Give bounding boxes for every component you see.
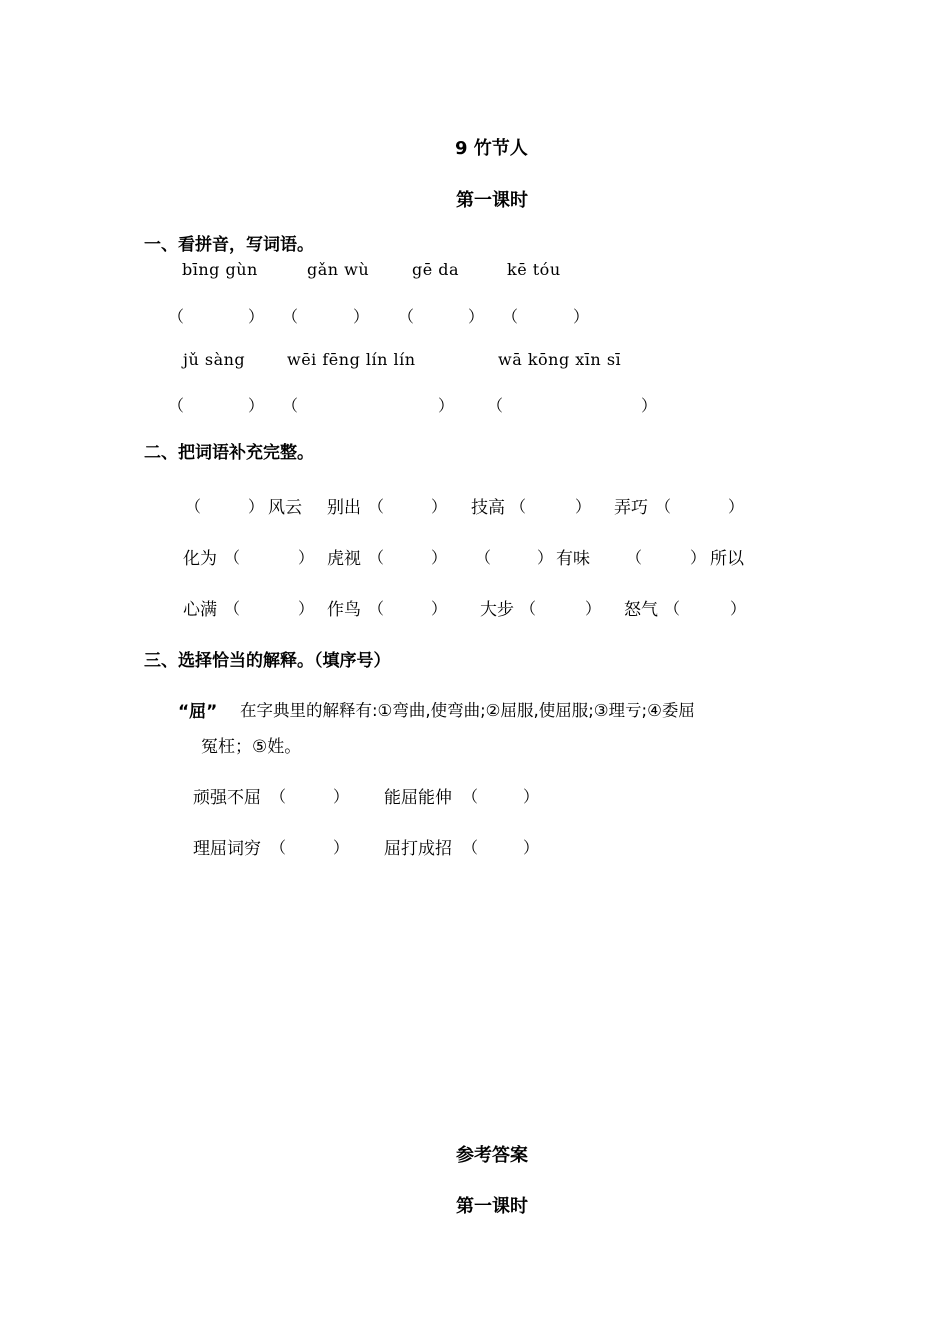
- blank-open: （: [368, 497, 385, 516]
- blank-open: （: [168, 396, 185, 415]
- phrase-item: 顽强不屈: [193, 788, 261, 808]
- idiom-fragment: 化为: [183, 549, 217, 569]
- blank-close: ）: [353, 307, 370, 326]
- idiom-fragment: 技高: [471, 498, 505, 518]
- blank-open: （: [398, 307, 415, 326]
- blank-close: ）: [730, 599, 747, 618]
- blank-open: （: [368, 548, 385, 567]
- blank-open: （: [270, 838, 287, 857]
- blank-close: ）: [641, 396, 658, 415]
- blank-close: ）: [585, 599, 602, 618]
- blank-open: （: [270, 787, 287, 806]
- phrase-item: 能屈能伸: [384, 788, 452, 808]
- phrase-item: 屈打成招: [384, 839, 452, 859]
- blank-close: ）: [468, 307, 485, 326]
- blank-open: （: [510, 497, 527, 516]
- answers-heading: 参考答案: [456, 1145, 528, 1166]
- blank-open: （: [368, 599, 385, 618]
- definition-line-1: 在字典里的解释有:①弯曲,使弯曲;②屈服,使屈服;③理亏;④委屈: [240, 701, 695, 720]
- idiom-fragment: 心满: [183, 600, 217, 620]
- pinyin-wei-feng-lin-lin: wēi fēng lín lín: [287, 350, 416, 369]
- idiom-fragment: 有味: [556, 549, 590, 569]
- blank-close: ）: [333, 838, 350, 857]
- pinyin-gan-wu: gǎn wù: [307, 260, 370, 279]
- blank-open: （: [626, 548, 643, 567]
- blank-open: （: [462, 787, 479, 806]
- pinyin-ge-da: gē da: [412, 260, 460, 279]
- blank-close: ）: [438, 396, 455, 415]
- page-title: 9 竹节人: [455, 138, 528, 159]
- idiom-fragment: 所以: [710, 549, 744, 569]
- blank-close: ）: [431, 599, 448, 618]
- idiom-fragment: 怒气: [624, 600, 658, 620]
- blank-open: （: [224, 599, 241, 618]
- idiom-fragment: 大步: [480, 600, 514, 620]
- phrase-item: 理屈词穷: [193, 839, 261, 859]
- blank-open: （: [487, 396, 504, 415]
- blank-close: ）: [728, 497, 745, 516]
- idiom-fragment: 风云: [268, 498, 302, 518]
- blank-close: ）: [575, 497, 592, 516]
- blank-close: ）: [431, 497, 448, 516]
- blank-close: ）: [523, 838, 540, 857]
- blank-open: （: [282, 396, 299, 415]
- blank-close: ）: [298, 548, 315, 567]
- blank-open: （: [224, 548, 241, 567]
- character-quote: “屈”: [178, 702, 218, 722]
- blank-close: ）: [333, 787, 350, 806]
- blank-close: ）: [431, 548, 448, 567]
- idiom-fragment: 虎视: [327, 549, 361, 569]
- section3-heading: 三、选择恰当的解释。（填序号）: [144, 651, 391, 671]
- blank-close: ）: [523, 787, 540, 806]
- pinyin-bing-gun: bīng gùn: [182, 260, 258, 279]
- blank-close: ）: [537, 548, 554, 567]
- section2-heading: 二、把词语补充完整。: [144, 443, 314, 463]
- blank-open: （: [282, 307, 299, 326]
- blank-open: （: [168, 307, 185, 326]
- blank-close: ）: [248, 497, 265, 516]
- idiom-fragment: 别出: [327, 498, 361, 518]
- blank-open: （: [502, 307, 519, 326]
- pinyin-ju-sang: jǔ sàng: [183, 350, 246, 369]
- lesson-subtitle: 第一课时: [456, 190, 528, 211]
- blank-close: ）: [573, 307, 590, 326]
- blank-open: （: [475, 548, 492, 567]
- section1-heading: 一、看拼音，写词语。: [144, 235, 314, 255]
- blank-open: （: [664, 599, 681, 618]
- idiom-fragment: 作鸟: [327, 600, 361, 620]
- blank-open: （: [462, 838, 479, 857]
- blank-open: （: [185, 497, 202, 516]
- blank-close: ）: [690, 548, 707, 567]
- answers-subtitle: 第一课时: [456, 1196, 528, 1217]
- blank-open: （: [655, 497, 672, 516]
- blank-close: ）: [298, 599, 315, 618]
- blank-open: （: [520, 599, 537, 618]
- blank-close: ）: [248, 396, 265, 415]
- blank-close: ）: [248, 307, 265, 326]
- definition-line-2: 冤枉；⑤姓。: [201, 737, 302, 757]
- pinyin-ke-tou: kē tóu: [507, 260, 561, 279]
- idiom-fragment: 弄巧: [614, 498, 648, 518]
- pinyin-wa-kong-xin-si: wā kōng xīn sī: [498, 350, 622, 369]
